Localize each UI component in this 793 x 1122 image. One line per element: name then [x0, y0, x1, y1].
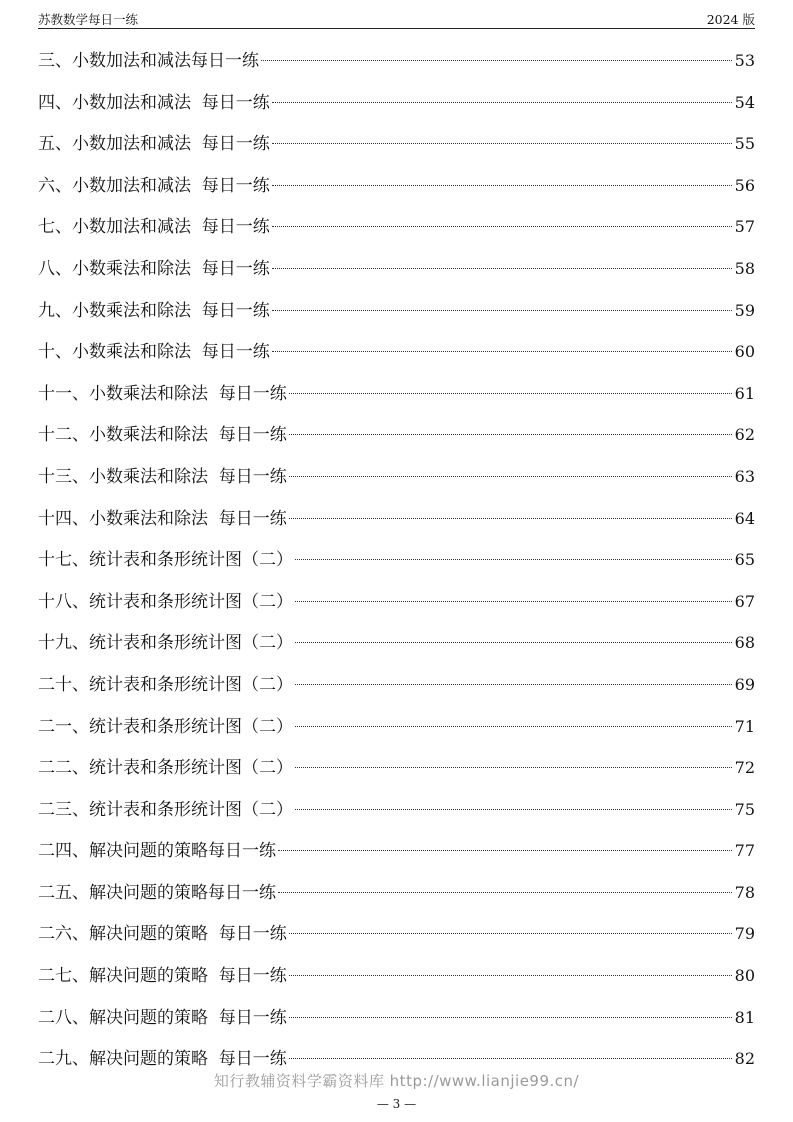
- toc-entry[interactable]: [38, 165, 755, 207]
- dot-leader: [289, 1057, 732, 1059]
- toc-entry-title: 二一、统计表和条形统计图（二）: [38, 716, 293, 737]
- toc-entry[interactable]: [38, 373, 755, 415]
- toc-entry-title: 二十、统计表和条形统计图（二）: [38, 674, 293, 695]
- toc-entry[interactable]: [38, 872, 755, 914]
- toc-entry-page-number: 62: [734, 425, 755, 445]
- toc-entry-title: 十三、小数乘法和除法 每日一练: [38, 466, 287, 487]
- toc-entry-title: 十一、小数乘法和除法 每日一练: [38, 383, 287, 404]
- toc-entry-page-number: 59: [734, 300, 755, 320]
- toc-entry-page-number: 82: [734, 1049, 755, 1069]
- toc-entry[interactable]: [38, 830, 755, 872]
- toc-entry-title: 八、小数乘法和除法 每日一练: [38, 258, 270, 279]
- dot-leader: [295, 683, 732, 685]
- toc-entry-page-number: 72: [734, 758, 755, 778]
- toc-entry-page-number: 80: [734, 966, 755, 986]
- edition-label: 2024 版: [706, 12, 755, 27]
- toc-entry[interactable]: [38, 913, 755, 955]
- dot-leader: [272, 309, 732, 311]
- dot-leader: [295, 725, 732, 727]
- toc-entry-title: 二二、统计表和条形统计图（二）: [38, 758, 293, 779]
- dot-leader: [289, 475, 732, 477]
- toc-entry-title: 七、小数加法和减法 每日一练: [38, 217, 270, 238]
- toc-entry[interactable]: [38, 206, 755, 248]
- toc-entry-title: 二七、解决问题的策略 每日一练: [38, 966, 287, 987]
- toc-entry-page-number: 81: [734, 1007, 755, 1027]
- dot-leader: [278, 891, 732, 893]
- toc-entry-title: 二九、解决问题的策略 每日一练: [38, 1049, 287, 1070]
- toc-entry-title: 二六、解决问题的策略 每日一练: [38, 924, 287, 945]
- toc-entry-page-number: 69: [734, 674, 755, 694]
- toc-entry-title: 十九、统计表和条形统计图（二）: [38, 633, 293, 654]
- toc-entry[interactable]: [38, 706, 755, 748]
- toc-entry[interactable]: [38, 664, 755, 706]
- toc-entry-page-number: 60: [734, 342, 755, 362]
- toc-entry-page-number: 61: [734, 383, 755, 403]
- dot-leader: [289, 392, 732, 394]
- toc-entry-page-number: 65: [734, 550, 755, 570]
- dot-leader: [272, 350, 732, 352]
- toc-entry[interactable]: [38, 290, 755, 332]
- dot-leader: [295, 558, 732, 560]
- toc-entry-page-number: 78: [734, 882, 755, 902]
- dot-leader: [289, 974, 732, 976]
- page-header: [38, 10, 755, 30]
- toc-entry-title: 五、小数加法和减法 每日一练: [38, 134, 270, 155]
- toc-entry-title: 二八、解决问题的策略 每日一练: [38, 1007, 287, 1028]
- toc-entry-title: 十八、统计表和条形统计图（二）: [38, 591, 293, 612]
- toc-entry[interactable]: [38, 40, 755, 82]
- watermark-text: 知行教辅资料学霸资料库 http://www.lianjie99.cn/: [213, 1072, 580, 1090]
- toc-entry-title: 十、小数乘法和除法 每日一练: [38, 342, 270, 363]
- dot-leader: [289, 433, 732, 435]
- toc-entry[interactable]: [38, 539, 755, 581]
- toc-entry-page-number: 54: [734, 92, 755, 112]
- dot-leader: [272, 142, 732, 144]
- page-number: — 3 —: [376, 1097, 417, 1111]
- dot-leader: [278, 849, 732, 851]
- dot-leader: [272, 101, 732, 103]
- toc-entry-title: 六、小数加法和减法 每日一练: [38, 175, 270, 196]
- document-title: 苏教数学每日一练: [38, 12, 139, 27]
- toc-entry[interactable]: [38, 331, 755, 373]
- dot-leader: [289, 1016, 732, 1018]
- dot-leader: [295, 600, 732, 602]
- toc-entry-page-number: 64: [734, 508, 755, 528]
- toc-entry-title: 九、小数乘法和除法 每日一练: [38, 300, 270, 321]
- toc-entry[interactable]: [38, 747, 755, 789]
- toc-entry[interactable]: [38, 997, 755, 1039]
- dot-leader: [295, 808, 732, 810]
- toc-entry-title: 二三、统计表和条形统计图（二）: [38, 799, 293, 820]
- header-divider: [38, 28, 755, 29]
- toc-entry[interactable]: [38, 581, 755, 623]
- toc-entry-page-number: 63: [734, 466, 755, 486]
- toc-entry-page-number: 71: [734, 716, 755, 736]
- dot-leader: [272, 267, 732, 269]
- toc-entry-page-number: 55: [734, 134, 755, 154]
- toc-entry-title: 二四、解决问题的策略每日一练: [38, 841, 276, 862]
- toc-entry[interactable]: [38, 82, 755, 124]
- toc-entry-page-number: 75: [734, 799, 755, 819]
- toc-entry[interactable]: [38, 498, 755, 540]
- toc-entry-title: 三、小数加法和减法每日一练: [38, 51, 259, 71]
- toc-entry-page-number: 56: [734, 175, 755, 195]
- toc-entry[interactable]: [38, 622, 755, 664]
- toc-entry-page-number: 53: [734, 51, 755, 70]
- toc-entry[interactable]: [38, 123, 755, 165]
- toc-entry-page-number: 77: [734, 841, 755, 861]
- toc-entry-title: 四、小数加法和减法 每日一练: [38, 92, 270, 113]
- dot-leader: [295, 766, 732, 768]
- toc-entry-page-number: 57: [734, 217, 755, 237]
- toc-entry-page-number: 58: [734, 258, 755, 278]
- toc-entry-title: 十四、小数乘法和除法 每日一练: [38, 508, 287, 529]
- dot-leader: [289, 932, 732, 934]
- toc-entry[interactable]: [38, 456, 755, 498]
- toc-entry-page-number: 68: [734, 633, 755, 653]
- toc-entry[interactable]: [38, 248, 755, 290]
- toc-entry[interactable]: [38, 955, 755, 997]
- toc-entry-title: 十七、统计表和条形统计图（二）: [38, 550, 293, 571]
- table-of-contents: [38, 40, 755, 1080]
- dot-leader: [295, 641, 732, 643]
- dot-leader: [261, 59, 732, 61]
- dot-leader: [289, 517, 732, 519]
- toc-entry-title: 二五、解决问题的策略每日一练: [38, 882, 276, 903]
- toc-entry-title: 十二、小数乘法和除法 每日一练: [38, 425, 287, 446]
- toc-entry-page-number: 79: [734, 924, 755, 944]
- toc-entry[interactable]: [38, 414, 755, 456]
- dot-leader: [272, 225, 732, 227]
- dot-leader: [272, 184, 732, 186]
- toc-entry-page-number: 67: [734, 591, 755, 611]
- toc-entry[interactable]: [38, 789, 755, 831]
